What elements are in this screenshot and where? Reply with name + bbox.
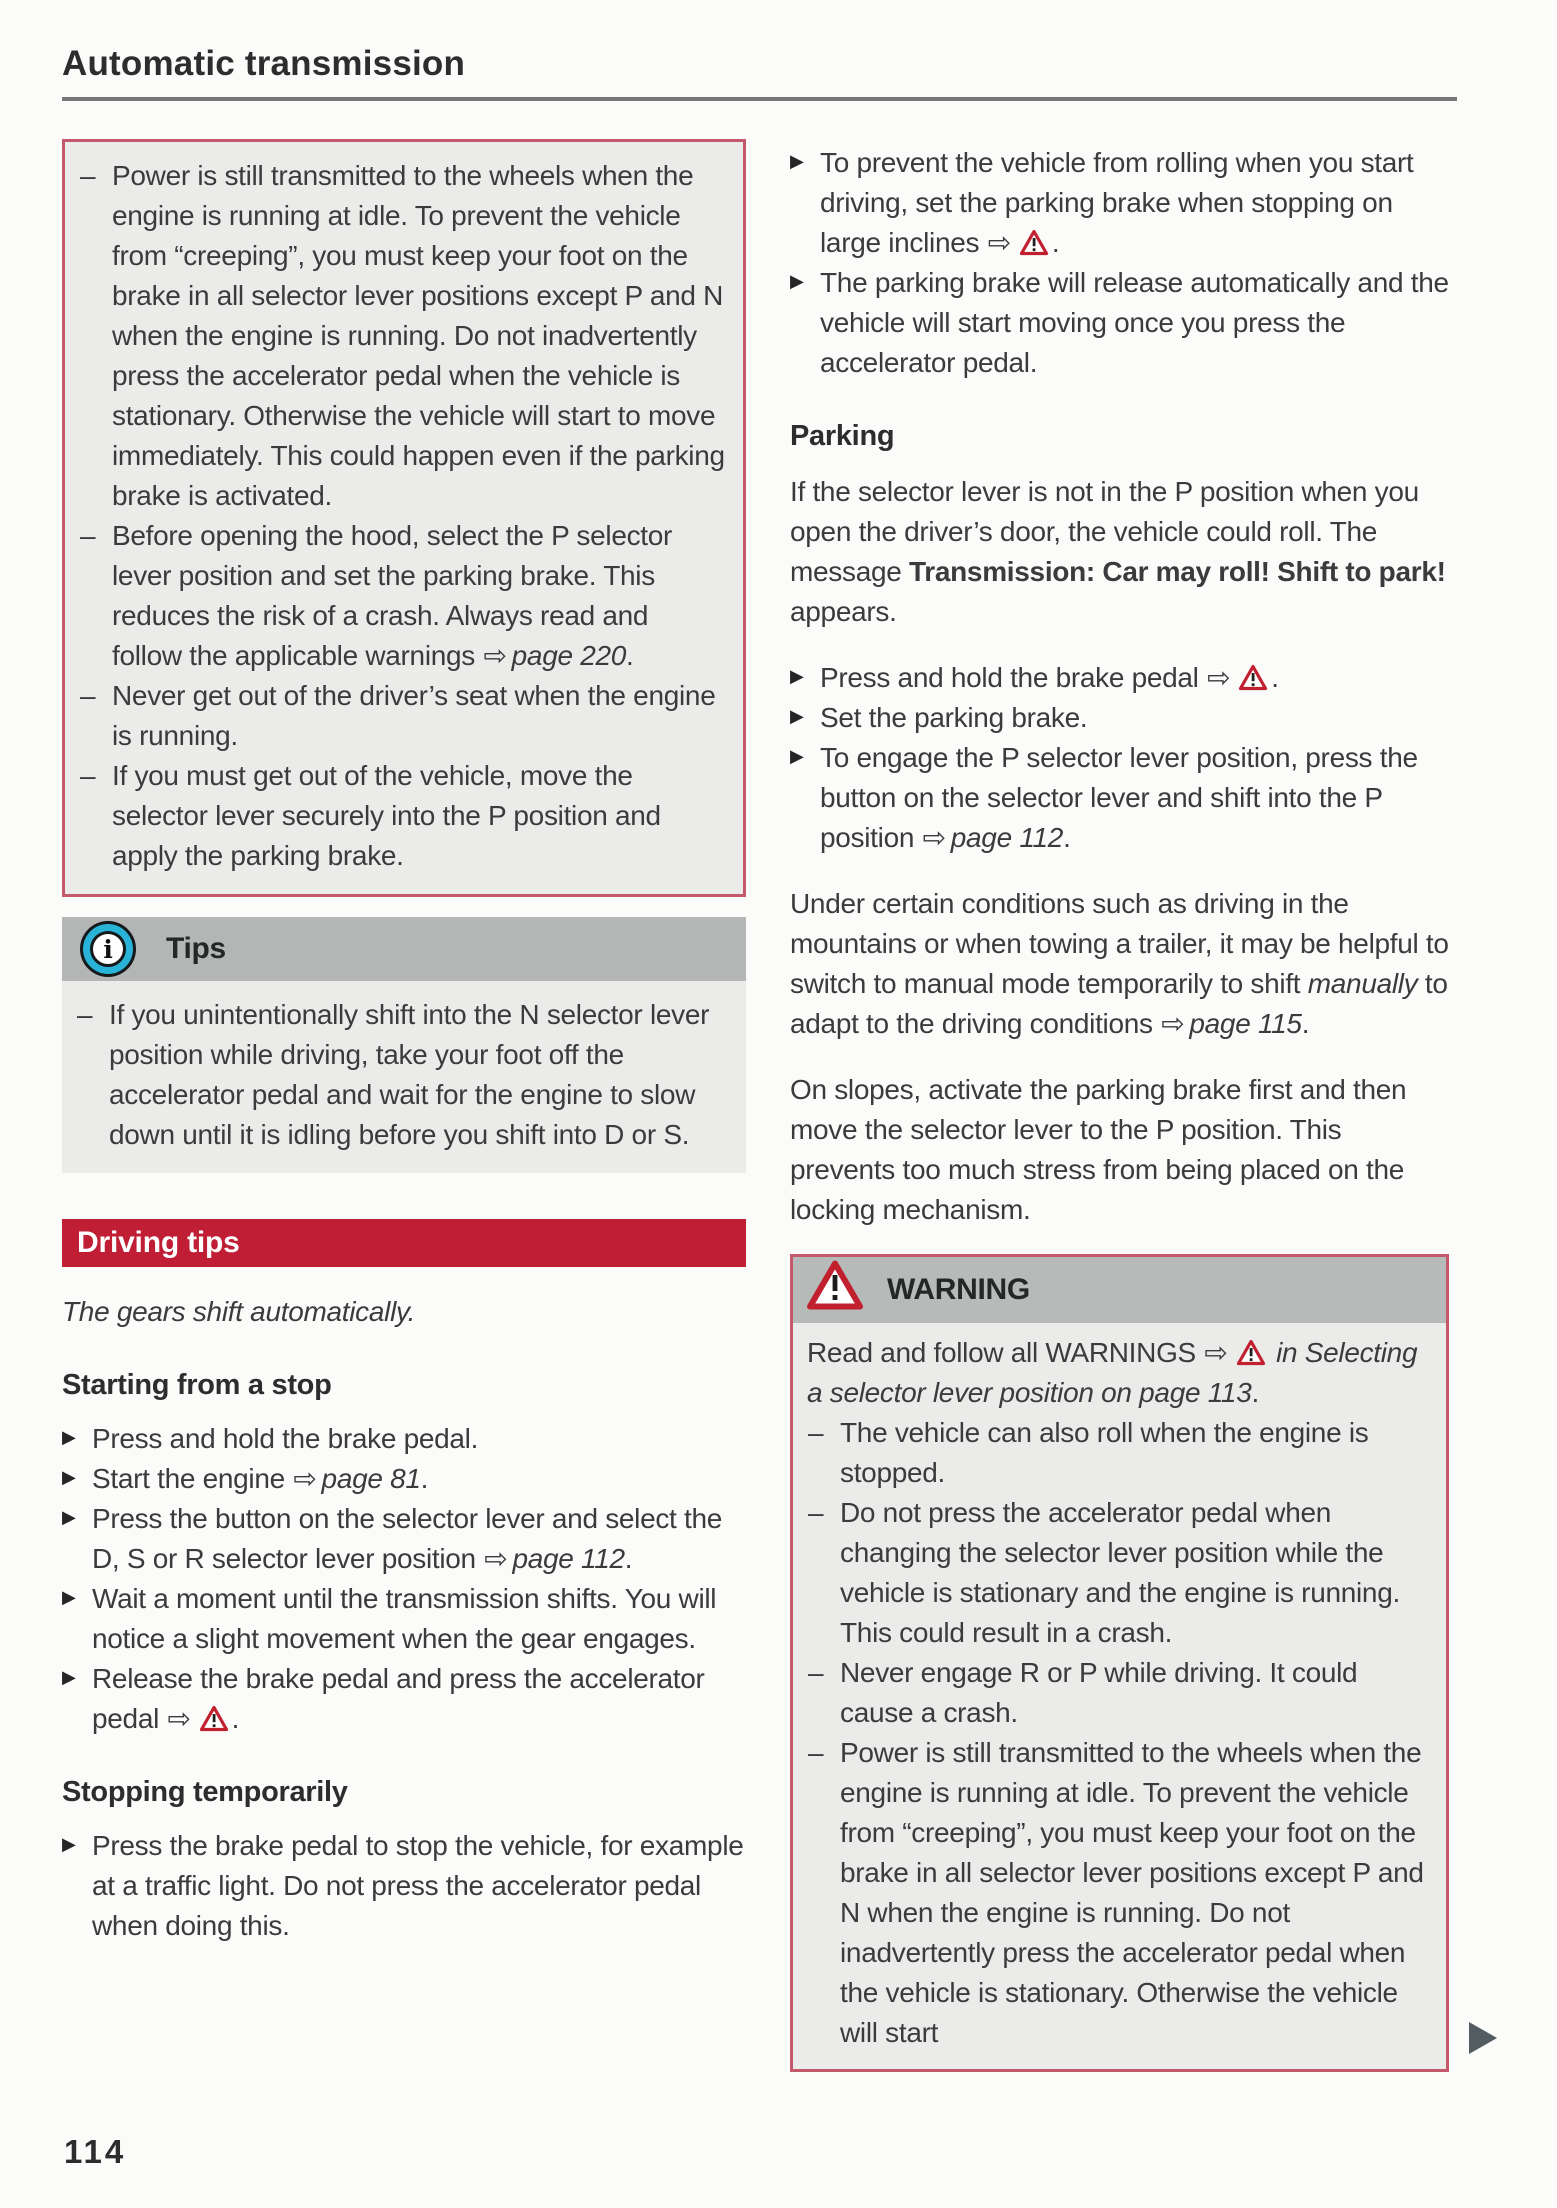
- info-icon: i: [90, 931, 126, 967]
- tips-box-title: Tips: [166, 932, 226, 965]
- page-reference: page 220: [511, 640, 627, 671]
- dash-marker: –: [77, 999, 93, 1030]
- left-column: [62, 139, 746, 2072]
- list-item-text: Set the parking brake.: [820, 702, 1088, 733]
- list-item: [79, 756, 725, 876]
- right-column: [790, 139, 1449, 2072]
- bullet-icon: ▶: [62, 1667, 76, 1687]
- list-item: [807, 1653, 1428, 1733]
- section-banner-label: Driving tips: [77, 1226, 240, 1259]
- list-item-text: Do not press the accelerator pedal when changing the selector lever position while the vehicle is stationary and the engine is running. This could result in a crash.: [840, 1497, 1400, 1648]
- warning-box-wrapper: [790, 1254, 1449, 2072]
- page-ref-arrow-icon: ⇨: [1207, 662, 1231, 693]
- warning-box-body: [793, 1323, 1446, 2069]
- parking-paragraph: [790, 472, 1449, 632]
- bullet-icon: ▶: [62, 1507, 76, 1527]
- list-item: [76, 995, 728, 1155]
- slopes-paragraph: On slopes, activate the parking brake first and then move the selector lever to the P position. This prevents too much stress from being placed on the locking mechanism.: [790, 1074, 1407, 1225]
- page-reference: page 81: [321, 1463, 421, 1494]
- list-item: [790, 738, 1449, 858]
- page-ref-arrow-icon: ⇨: [167, 1703, 191, 1734]
- list-item: [807, 1493, 1428, 1653]
- subheading-starting-from-a-stop: Starting from a stop: [62, 1369, 332, 1401]
- list-item-text: .: [626, 640, 634, 671]
- bullet-icon: ▶: [790, 666, 804, 686]
- list-item-text: Press the button on the selector lever and select the D, S or R selector lever position: [92, 1503, 723, 1574]
- list-item-text: If you unintentionally shift into the N selector lever position while driving, take your foot off the accelerator pedal and wait for the engine to slow down until it is idling before you shift into D or S.: [109, 999, 710, 1150]
- list-item: [79, 156, 725, 516]
- bullet-icon: ▶: [62, 1587, 76, 1607]
- list-item: [62, 1659, 746, 1739]
- list-item-text: .: [231, 1703, 240, 1734]
- list-item: [62, 1459, 746, 1499]
- caution-list: [79, 156, 725, 876]
- tips-box: [62, 917, 746, 1173]
- list-item-text: Never engage R or P while driving. It could cause a crash.: [840, 1657, 1358, 1728]
- page-ref-arrow-icon: ⇨: [1161, 1008, 1185, 1039]
- warning-triangle-icon: [807, 1260, 863, 1321]
- warning-triangle-icon: [1233, 1337, 1269, 1368]
- display-message-text: Transmission: Car may roll! Shift to park!: [909, 556, 1446, 587]
- list-item-text: .: [1063, 822, 1071, 853]
- bullet-icon: ▶: [62, 1834, 76, 1854]
- list-item-text: Start the engine: [92, 1463, 293, 1494]
- warning-list: [807, 1413, 1428, 2053]
- list-item: [790, 143, 1449, 263]
- warning-box: [790, 1254, 1449, 2072]
- list-item-text: Press and hold the brake pedal.: [92, 1423, 479, 1454]
- dash-marker: –: [808, 1417, 824, 1448]
- continuation-arrow-icon: [1469, 2022, 1497, 2054]
- list-item-text: Power is still transmitted to the wheels when the engine is running at idle. To prevent the vehicle from “creeping”, you must keep your foot on the brake in all selector lever positions except P and N when the engine is running. Do not inadvertently press the accelerator pedal when the vehicle is stationary. Otherwise the vehicle will start: [840, 1737, 1424, 2048]
- subheading-stopping-temporarily: Stopping temporarily: [62, 1776, 348, 1808]
- paragraph-text: Under certain conditions such as driving in the mountains or when towing a trailer, it may be helpful to switch to manual mode temporarily to shift: [790, 888, 1449, 999]
- caution-box-continued: [62, 139, 746, 897]
- emphasis-text: manually: [1307, 968, 1418, 999]
- list-item: [807, 1733, 1428, 2053]
- list-item-text: Never get out of the driver’s seat when the engine is running.: [112, 680, 716, 751]
- list-item-text: If you must get out of the vehicle, move the selector lever securely into the P position and apply the parking brake.: [112, 760, 661, 871]
- cross-reference-text: in Selecting a selector lever position on page 113: [807, 1337, 1418, 1408]
- bullet-icon: ▶: [790, 271, 804, 291]
- parking-brake-steps-list: [790, 143, 1449, 383]
- list-item-text: .: [420, 1463, 429, 1494]
- list-item-text: Press the brake pedal to stop the vehicle, for example at a traffic light. Do not press the accelerator pedal when doing this.: [92, 1830, 744, 1941]
- list-item: [807, 1413, 1428, 1493]
- paragraph-text: .: [1301, 1008, 1310, 1039]
- paragraph-text: .: [1251, 1377, 1259, 1408]
- list-item-text: .: [1271, 662, 1279, 693]
- list-item: [79, 676, 725, 756]
- starting-steps-list: [62, 1419, 746, 1739]
- intro-line: The gears shift automatically.: [62, 1296, 416, 1327]
- list-item-text: Release the brake pedal and press the accelerator pedal: [92, 1663, 705, 1734]
- manual-mode-paragraph: [790, 884, 1449, 1044]
- dash-marker: –: [80, 160, 96, 191]
- tips-box-header: [62, 917, 746, 981]
- warning-box-header: [793, 1257, 1446, 1323]
- dash-marker: –: [808, 1657, 824, 1688]
- engage-p-steps-list: [790, 658, 1449, 858]
- paragraph-text: appears.: [790, 596, 897, 627]
- stopping-steps-list: [62, 1826, 746, 1946]
- list-item: [790, 658, 1449, 698]
- bullet-icon: ▶: [790, 151, 804, 171]
- list-item-text: Power is still transmitted to the wheels when the engine is running at idle. To prevent the vehicle from “creeping”, you must keep your foot on the brake in all selector lever positions except P and N when the engine is running. Do not inadvertently press the accelerator pedal when the vehicle is stationary. Otherwise the vehicle will start to move immediately. This could happen even if the parking brake is activated.: [112, 160, 725, 511]
- section-banner-driving-tips: [62, 1219, 746, 1267]
- bullet-icon: ▶: [790, 746, 804, 766]
- list-item-text: .: [1051, 227, 1060, 258]
- list-item: [790, 263, 1449, 383]
- list-item-text: Before opening the hood, select the P selector lever position and set the parking brake. This reduces the risk of a crash. Always read and follow the applicable warnings: [112, 520, 673, 671]
- list-item-text: Press and hold the brake pedal: [820, 662, 1207, 693]
- paragraph-text: Read and follow all WARNINGS: [807, 1337, 1204, 1368]
- warning-triangle-icon: [196, 1703, 232, 1734]
- list-item: [62, 1499, 746, 1579]
- list-item-text: To engage the P selector lever position, press the button on the selector lever and shift into the P position: [820, 742, 1418, 853]
- page-ref-arrow-icon: ⇨: [484, 1543, 508, 1574]
- bullet-icon: ▶: [62, 1427, 76, 1447]
- page-reference: page 112: [512, 1543, 625, 1574]
- list-item-text: To prevent the vehicle from rolling when you start driving, set the parking brake when stopping on large inclines: [820, 147, 1414, 258]
- list-item: [62, 1826, 746, 1946]
- page-number: 114: [64, 2133, 127, 2170]
- list-item: [62, 1579, 746, 1659]
- warning-intro: [807, 1333, 1428, 1413]
- list-item: [79, 516, 725, 676]
- paragraph-text: If the selector lever is not in the P position when you open the driver’s door, the vehicle could roll. The message: [790, 476, 1419, 587]
- warning-box-title: WARNING: [887, 1273, 1030, 1306]
- warning-triangle-icon: [1235, 662, 1271, 693]
- list-item: [790, 698, 1449, 738]
- dash-marker: –: [808, 1497, 824, 1528]
- page-ref-arrow-icon: ⇨: [922, 822, 946, 853]
- list-item-text: The parking brake will release automatically and the vehicle will start moving once you press the accelerator pedal.: [820, 267, 1449, 378]
- tips-list: [76, 995, 728, 1155]
- page-ref-arrow-icon: ⇨: [1204, 1337, 1228, 1368]
- dash-marker: –: [808, 1737, 824, 1768]
- two-column-layout: [62, 139, 1457, 2072]
- bullet-icon: ▶: [790, 706, 804, 726]
- list-item-text: Wait a moment until the transmission shifts. You will notice a slight movement when the gear engages.: [92, 1583, 717, 1654]
- page-reference: page 115: [1189, 1008, 1302, 1039]
- bullet-icon: ▶: [62, 1467, 76, 1487]
- list-item-text: .: [624, 1543, 633, 1574]
- list-item-text: The vehicle can also roll when the engine is stopped.: [840, 1417, 1369, 1488]
- title-rule: [62, 97, 1457, 101]
- page-reference: page 112: [950, 822, 1064, 853]
- dash-marker: –: [80, 760, 96, 791]
- paragraph-text: to adapt to the driving conditions: [790, 968, 1448, 1039]
- list-item: [62, 1419, 746, 1459]
- tips-box-body: [62, 981, 746, 1173]
- page-ref-arrow-icon: ⇨: [293, 1463, 317, 1494]
- page-ref-arrow-icon: ⇨: [483, 640, 507, 671]
- page-title: Automatic transmission: [62, 44, 466, 83]
- dash-marker: –: [80, 680, 96, 711]
- warning-triangle-icon: [1016, 227, 1052, 258]
- page-ref-arrow-icon: ⇨: [987, 227, 1011, 258]
- dash-marker: –: [80, 520, 96, 551]
- subheading-parking: Parking: [790, 420, 895, 452]
